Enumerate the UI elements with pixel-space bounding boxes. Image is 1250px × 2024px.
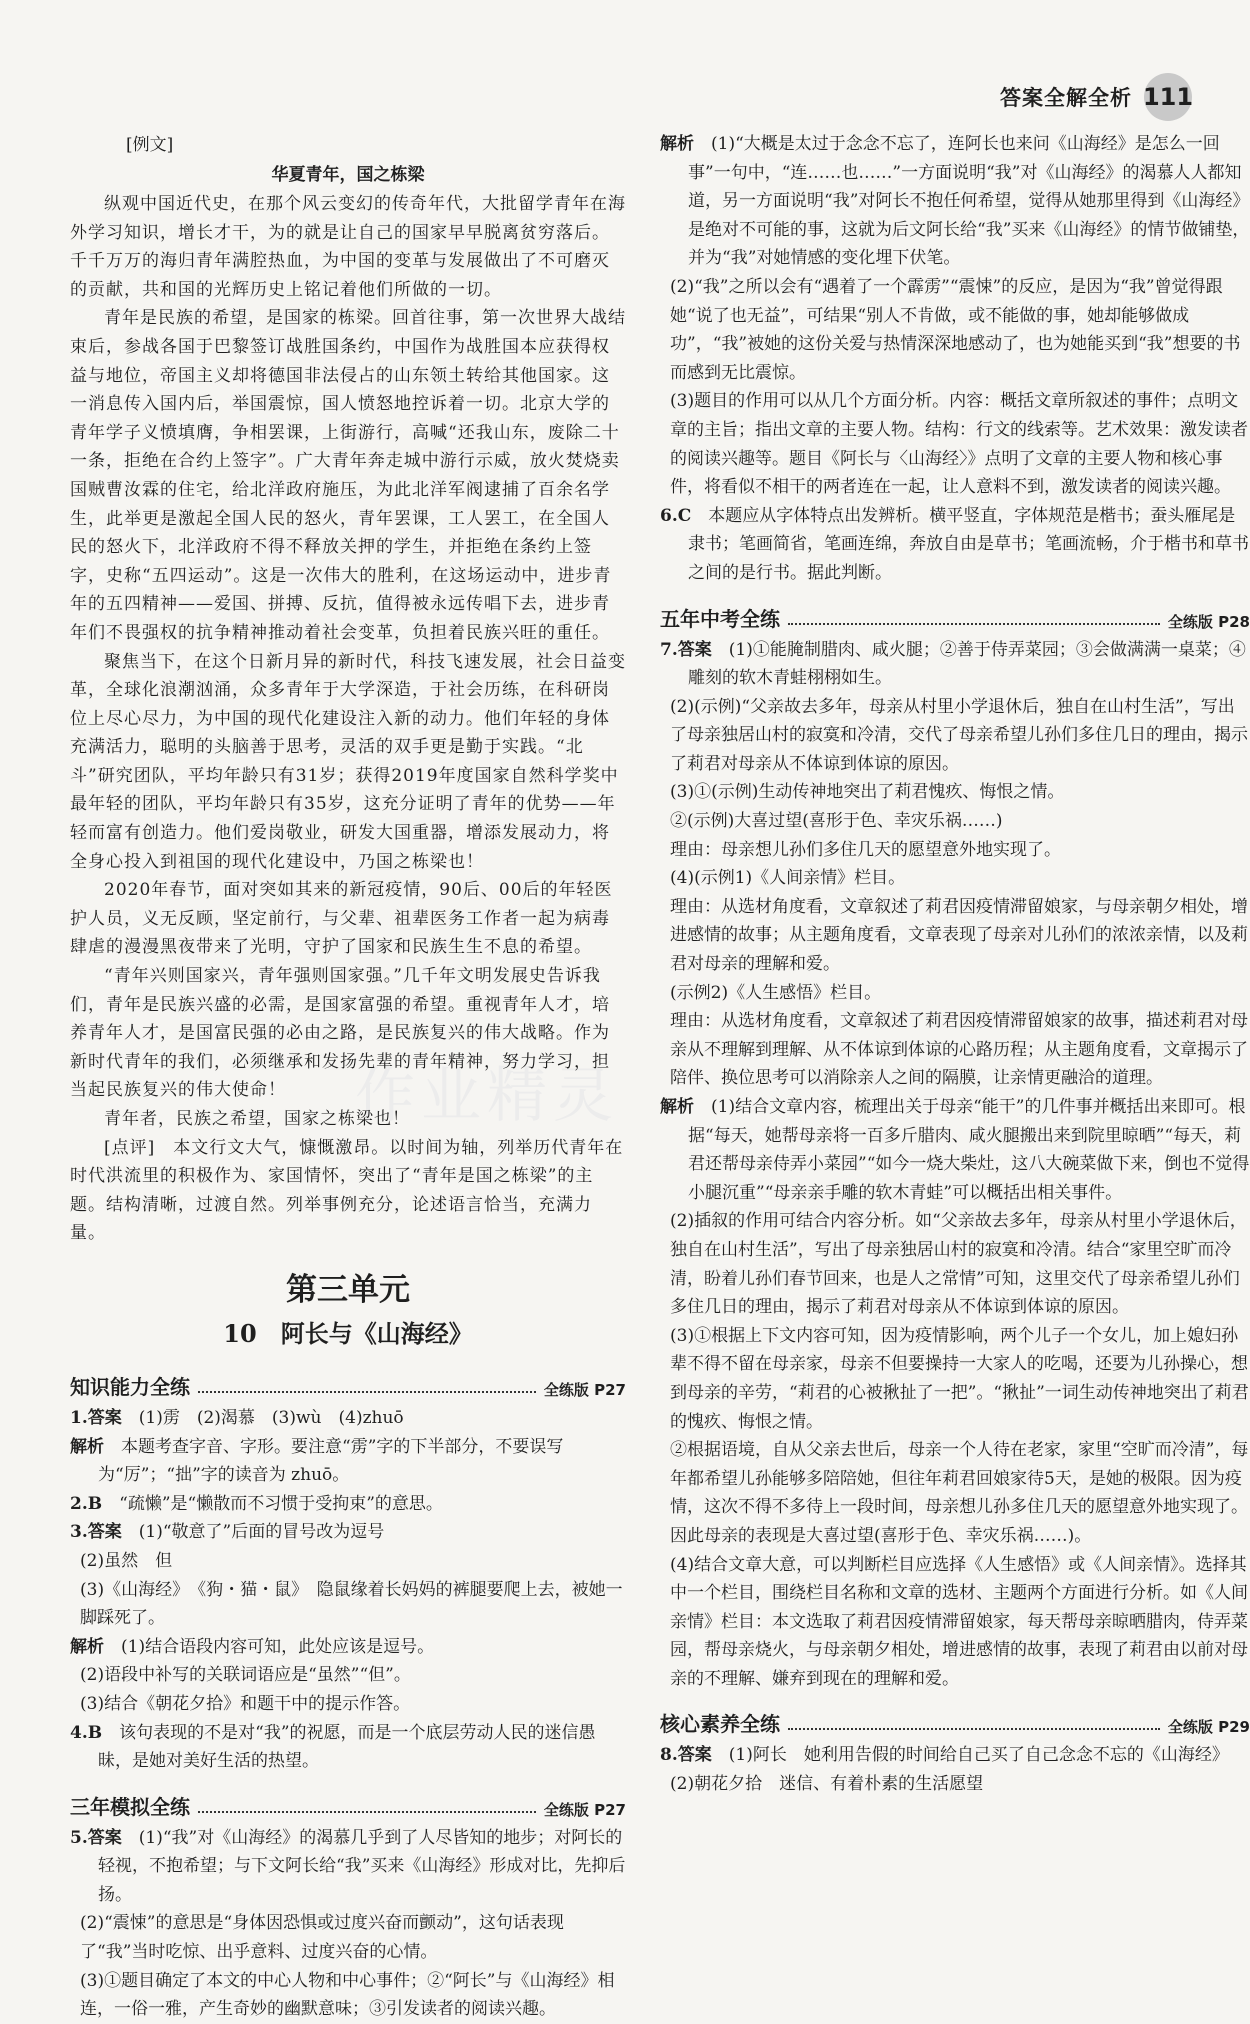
- essay-paragraph: 青年是民族的希望，是国家的栋梁。回首往事，第一次世界大战结束后，参战各国于巴黎签订战胜国条约，中国作为战胜国本应获得权益与地位，帝国主义却将德国非法侵占的山东领土转给其他国家。这一消息传入国内后，举国震惊，国人愤怒地控诉着一切。北京大学的青年学子义愤填膺，争相罢课，上街游行，高喊“还我山东，废除二十一条，拒绝在合约上签字”。广大青年奔走城中游行示威，放火焚烧卖国贼曹汝霖的住宅，给北洋政府施压，为此北洋军阀逮捕了百余名学生，此举更是激起全国人民的怒火，青年罢课，工人罢工，在全国人民的怒火下，北洋政府不得不释放关押的学生，并拒绝在条约上签字，史称“五四运动”。这是一次伟大的胜利，在这场运动中，进步青年的五四精神——爱国、拼搏、反抗，值得被永远传唱下去，进步青年们不畏强权的抗争精神推动着社会变革，负担着民族兴旺的重任。: [70, 308, 626, 643]
- answer-text: (2)“我”之所以会有“遇着了一个霹雳”“震悚”的反应，是因为“我”曾觉得跟她“说了也无益”，可结果“别人不肯做，或不能做的事，她却能够做成功”，“我”被她的这份关爱与热情深深地感动了，也为她能买到“我”想要的书而感到无比震惊。: [670, 276, 1241, 383]
- answer-list: [70, 1824, 626, 2024]
- answer-label: 解析: [660, 1097, 694, 1117]
- answer-text: (3)《山海经》 《狗・猫・鼠》 隐鼠缘着长妈妈的裤腿要爬上去，被她一脚踩死了。: [80, 1579, 623, 1629]
- answer-text: 本题考查字音、字形。要注意“雳”字的下半部分，不要误写为“厉”；“拙”字的读音为 zhuō。: [98, 1436, 564, 1486]
- answer-label: 6.C: [660, 505, 692, 526]
- comment-text: 本文行文大气，慷慨激昂。以时间为轴，列举历代青年在时代洪流里的积极作为、家国情怀，突出了“青年是国之栋梁”的主题。结构清晰，过渡自然。列举事例充分，论述语言恰当，充满力量。: [70, 1137, 624, 1244]
- section-header-core-literacy: [660, 1701, 1250, 1737]
- answer-label: 4.B: [70, 1722, 103, 1743]
- answer-text: 本题应从字体特点出发辨析。横平竖直，字体规范是楷书；蚕头雁尾是隶书；笔画简省，笔画连绵，奔放自由是草书；笔画流畅，介于楷书和草书之间的是行书。据此判断。: [688, 505, 1249, 583]
- essay-paragraph: 青年者，民族之希望，国家之栋梁也！: [104, 1109, 410, 1129]
- answer-line: [660, 979, 1250, 1008]
- answer-line: [660, 778, 1250, 807]
- essay-tag: [例文]: [126, 135, 174, 155]
- answer-text: (4)(示例1)《人间亲情》栏目。: [670, 868, 906, 889]
- answer-line: [660, 807, 1250, 836]
- answer-line: [660, 1436, 1250, 1550]
- answer-label: 5.答案: [70, 1827, 122, 1848]
- answer-line: [660, 1322, 1250, 1436]
- section-page-ref: 全练版 P28: [1167, 612, 1250, 631]
- answer-text: (3)①(示例)生动传神地突出了莉君愧疚、悔恨之情。: [670, 782, 1065, 803]
- section-header-three-year: [70, 1784, 626, 1820]
- answer-text: (1)“大概是太过于念念不忘了，连阿长也来问《山海经》是怎么一回事”一句中，“连……也……”一方面说明“我”对《山海经》的渴慕人人都知道，另一方面说明“我”对阿长不抱任何希望，觉得从她那里得到《山海经》是绝对不可能的事，这就为后文阿长给“我”买来《山海经》的情节做铺垫，并为“我”对她情感的变化埋下伏笔。: [688, 134, 1250, 269]
- answer-text: 理由：从选材角度看，文章叙述了莉君因疫情滞留娘家的故事，描述莉君对母亲从不理解到理解、从不体谅到体谅的心路历程；从主题角度看，文章揭示了陪伴、换位思考可以消除亲人之间的隔膜，让亲情更融洽的道理。: [670, 1011, 1248, 1089]
- answer-text: (示例2)《人生感悟》栏目。: [670, 982, 882, 1003]
- section-page-ref: 全练版 P29: [1167, 1718, 1250, 1737]
- section-page-ref: 全练版 P27: [543, 1380, 626, 1399]
- section-header-knowledge: [70, 1364, 626, 1400]
- answer-line: [660, 636, 1250, 693]
- section-title: 知识能力全练: [70, 1374, 190, 1399]
- right-column: [660, 130, 1250, 1799]
- answer-line: [70, 1433, 626, 1490]
- answer-text: (2)语段中补写的关联词语应是“虽然”“但”。: [80, 1665, 411, 1686]
- answer-text: “疏懒”是“懒散而不习惯于受拘束”的意思。: [102, 1493, 443, 1514]
- answer-list: [660, 130, 1250, 588]
- answer-line: [70, 1690, 626, 1719]
- answer-list: [660, 1741, 1250, 1798]
- answer-text: 理由：母亲想儿孙们多住几天的愿望意外地实现了。: [670, 839, 1061, 860]
- answer-label: 解析: [70, 1436, 104, 1457]
- answer-label: 3.答案: [70, 1522, 122, 1543]
- answer-line: [660, 1207, 1250, 1321]
- essay-paragraph: 纵观中国近代史，在那个风云变幻的传奇年代，大批留学青年在海外学习知识，增长才干，为的就是让自己的国家早早脱离贫穷落后。千千万万的海归青年满腔热血，为中国的变革与发展做出了不可磨灭的贡献，共和国的光辉历史上铭记着他们所做的一切。: [70, 194, 626, 300]
- answer-text: (2)(示例)“父亲故去多年，母亲从村里小学退休后，独自在山村生活”，写出了母亲独居山村的寂寞和冷清，交代了母亲希望儿孙们多住几日的理由，揭示了莉君对母亲从不体谅到体谅的原因。: [670, 696, 1248, 774]
- answer-line: [660, 273, 1250, 387]
- answer-text: 理由：从选材角度看，文章叙述了莉君因疫情滞留娘家，与母亲朝夕相处，增进感情的故事；从主题角度看，文章表现了母亲对儿孙们的浓浓亲情，以及莉君对母亲的理解和爱。: [670, 896, 1248, 975]
- dotted-leader: [198, 1811, 536, 1813]
- answer-text: (2)“震悚”的意思是“身体因恐惧或过度兴奋而颤动”，这句话表现了“我”当时吃惊、出乎意料、过度兴奋的心情。: [80, 1913, 564, 1963]
- essay-paragraph: 2020年春节，面对突如其来的新冠疫情，90后、00后的年轻医护人员，义无反顾，坚定前行，与父辈、祖辈医务工作者一起为病毒肆虐的漫漫黑夜带来了光明，守护了国家和民族生生不息的希望。: [70, 880, 613, 958]
- answer-text: (1)结合文章内容，梳理出关于母亲“能干”的几件事并概括出来即可。根据“每天，她帮母亲将一百多斤腊肉、咸火腿搬出来到院里晾晒”“每天，莉君还帮母亲侍弄小菜园”“如今一烧大柴灶，这八大碗菜做下来，倒也不觉得小腿沉重”“母亲亲手雕的软木青蛙”可以概括出相关事件。: [688, 1097, 1250, 1203]
- answer-text: (2)插叙的作用可结合内容分析。如“父亲故去多年，母亲从村里小学退休后，独自在山村生活”，写出了母亲独居山村的寂寞和冷清。结合“家里空旷而冷清，盼着儿孙们春节回来，也是人之常情”可知，这里交代了母亲希望儿孙们多住几日的理由，揭示了莉君对母亲从不体谅到体谅的原因。: [670, 1211, 1247, 1318]
- answer-line: [70, 1547, 626, 1576]
- answer-text: (1)阿长 她利用告假的时间给自己买了自己念念不忘的《山海经》: [711, 1745, 1229, 1766]
- unit-title: 第三单元: [286, 1271, 410, 1308]
- answer-text: (1)“我”对《山海经》的渴慕几乎到了人尽皆知的地步；对阿长的轻视，不抱希望；与下文阿长给“我”买来《山海经》形成对比，先抑后扬。: [98, 1827, 626, 1905]
- section-title: 核心素养全练: [660, 1712, 780, 1737]
- essay-paragraph: 聚焦当下，在这个日新月异的新时代，科技飞速发展，社会日益变革，全球化浪潮汹涌，众多青年于大学深造，于社会历练，在科研岗位上尽心尽力，为中国的现代化建设注入新的动力。他们年轻的身体充满活力，聪明的头脑善于思考，灵活的双手更是勤于实践。“北斗”研究团队，平均年龄只有31岁；获得2019年度国家自然科学奖中最年轻的团队，平均年龄只有35岁，这充分证明了青年的优势——年轻而富有创造力。他们爱岗敬业，研发大国重器，增添发展动力，将全身心投入到祖国的现代化建设中，乃国之栋梁也！: [70, 651, 626, 872]
- answer-text: 该句表现的不是对“我”的祝愿，而是一个底层劳动人民的迷信愚昧，是她对美好生活的热望。: [98, 1722, 596, 1772]
- essay-title: 华夏青年，国之栋梁: [271, 165, 425, 185]
- answer-line: [70, 1909, 626, 1966]
- answer-label: 2.B: [70, 1493, 103, 1514]
- answer-text: (2)朝花夕拾 迷信、有着朴素的生活愿望: [670, 1774, 984, 1795]
- answer-text: (1)结合语段内容可知，此处应该是逗号。: [104, 1636, 435, 1657]
- answer-line: [660, 387, 1250, 501]
- header-title: 答案全解全析: [1000, 86, 1132, 110]
- section-title: 五年中考全练: [660, 606, 780, 631]
- essay-paragraph: “青年兴则国家兴，青年强则国家强。”几千年文明发展史告诉我们，青年是民族兴盛的必需，是国家富强的希望。重视青年人才，培养青年人才，是国富民强的必由之路，是民族复兴的伟大战略。作为新时代青年的我们，必须继承和发扬先辈的青年精神，努力学习，担当起民族复兴的伟大使命！: [70, 966, 610, 1101]
- answer-text: (1)“敬意了”后面的冒号改为逗号: [121, 1522, 385, 1543]
- section-page-ref: 全练版 P27: [543, 1800, 626, 1819]
- dotted-leader: [788, 1728, 1160, 1730]
- answer-text: ②根据语境，自从父亲去世后，母亲一个人待在老家，家里“空旷而冷清”，每年都希望儿孙能够多陪陪她，但往年莉君回娘家待5天，是她的极限。因为疫情，这次不得不多待上一段时间，母亲想儿孙多住几天的愿望意外地实现了。因此母亲的表现是大喜过望(喜形于色、幸灾乐祸……)。: [670, 1440, 1249, 1546]
- answer-line: [660, 502, 1250, 588]
- answer-line: [70, 1967, 626, 2024]
- answer-text: (3)①题目确定了本文的中心人物和中心事件；②“阿长”与《山海经》相连，一俗一雅，产生奇妙的幽默意味；③引发读者的阅读兴趣。: [80, 1970, 615, 2020]
- answer-line: [70, 1490, 626, 1519]
- answer-line: [70, 1633, 626, 1662]
- answer-list: [660, 636, 1250, 1694]
- answer-list: [70, 1404, 626, 1776]
- answer-line: [70, 1404, 626, 1433]
- answer-label: 解析: [660, 134, 694, 154]
- dotted-leader: [788, 623, 1160, 625]
- answer-line: [660, 1770, 1250, 1799]
- answer-text: (3)题目的作用可以从几个方面分析。内容：概括文章所叙述的事件；点明文章的主旨；指出文章的主要人物。结构：行文的线索等。艺术效果：激发读者的阅读兴趣等。题目《阿长与〈山海经〉》点明了文章的主要人物和核心事件，将看似不相干的两者连在一起，让人意料不到，激发读者的阅读兴趣。: [670, 391, 1248, 498]
- example-essay: [70, 130, 626, 1248]
- answer-line: [660, 1007, 1250, 1093]
- answer-label: 8.答案: [660, 1745, 712, 1766]
- dotted-leader: [198, 1391, 536, 1393]
- answer-line: [70, 1824, 626, 1910]
- answer-line: [660, 693, 1250, 779]
- answer-line: [70, 1719, 626, 1776]
- answer-line: [660, 864, 1250, 893]
- comment-label: [点评]: [104, 1137, 156, 1158]
- answer-line: [660, 836, 1250, 865]
- section-title: 三年模拟全练: [70, 1794, 190, 1819]
- answer-label: 解析: [70, 1636, 104, 1657]
- answer-line: [660, 893, 1250, 979]
- section-header-five-year: [660, 596, 1250, 632]
- answer-line: [660, 130, 1250, 273]
- essay-comment: [70, 1134, 626, 1248]
- watermark: 作业精灵: [355, 1061, 619, 1131]
- page-number-badge: 111: [1144, 73, 1192, 121]
- answer-line: [70, 1576, 626, 1633]
- lesson-title: 10 阿长与《山海经》: [223, 1318, 473, 1348]
- answer-line: [660, 1093, 1250, 1207]
- answer-text: (4)结合文章大意，可以判断栏目应选择《人生感悟》或《人间亲情》。选择其中一个栏目，围绕栏目名称和文章的选材、主题两个方面进行分析。如《人间亲情》栏目：本文选取了莉君因疫情滞留娘家，每天帮母亲晾晒腊肉，侍弄菜园，帮母亲烧火，与母亲朝夕相处，增进感情的故事，表现了莉君由以前对母亲的不理解、嫌弃到现在的理解和爱。: [670, 1554, 1248, 1689]
- answer-line: [70, 1518, 626, 1547]
- answer-text: (1)①能腌制腊肉、咸火腿；②善于侍弄菜园；③会做满满一桌菜；④雕刻的软木青蛙栩栩如生。: [688, 639, 1246, 689]
- answer-text: (3)结合《朝花夕拾》和题干中的提示作答。: [80, 1693, 411, 1714]
- answer-text: ②(示例)大喜过望(喜形于色、幸灾乐祸……): [670, 811, 1003, 832]
- answer-text: (3)①根据上下文内容可知，因为疫情影响，两个儿子一个女儿，加上媳妇孙辈不得不留在母亲家，母亲不但要操持一大家人的吃喝，还要为儿孙操心，想到母亲的辛劳，“莉君的心被揪扯了一把”。“揪扯”一词生动传神地突出了莉君的愧疚、悔恨之情。: [670, 1325, 1249, 1432]
- answer-line: [70, 1661, 626, 1690]
- answer-line: [660, 1551, 1250, 1694]
- answer-line: [660, 1741, 1250, 1770]
- answer-text: (2)虽然 但: [80, 1550, 173, 1571]
- answer-text: (1)雳 (2)渴慕 (3)wù (4)zhuō: [121, 1407, 404, 1428]
- left-column: [70, 130, 626, 2024]
- answer-label: 1.答案: [70, 1407, 122, 1428]
- answer-label: 7.答案: [660, 639, 712, 660]
- page-header: [1000, 72, 1192, 122]
